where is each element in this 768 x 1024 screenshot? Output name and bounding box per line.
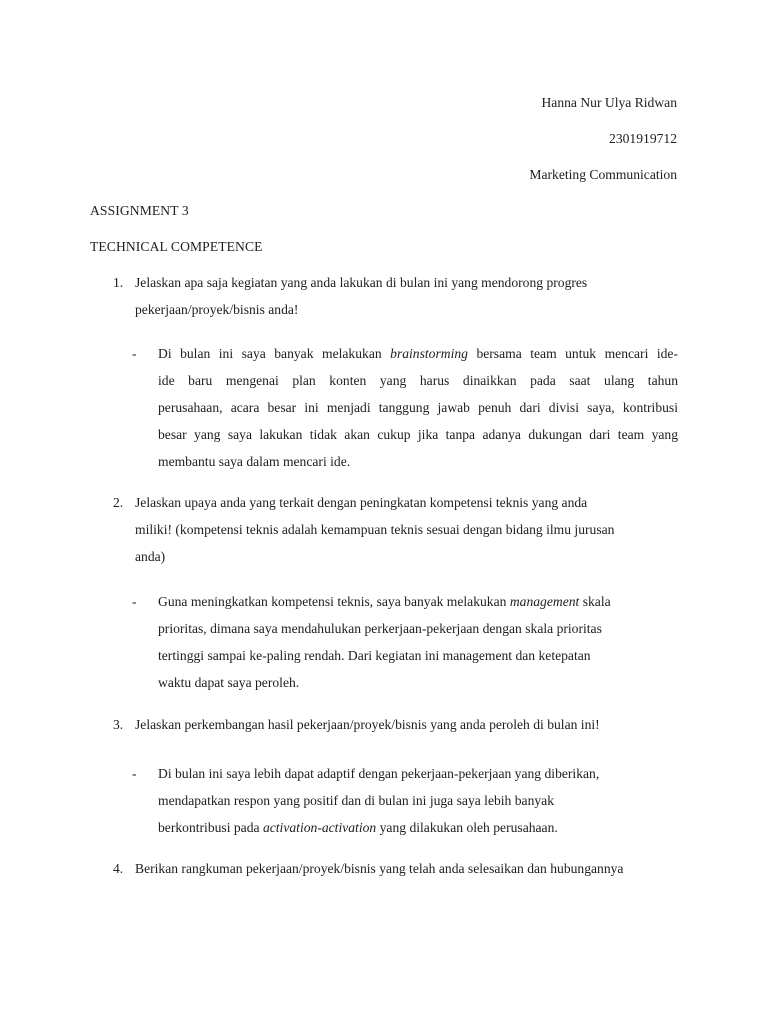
answer-text — [158, 760, 678, 841]
assignment-title: ASSIGNMENT 3 — [90, 203, 189, 218]
question-line: Jelaskan perkembangan hasil pekerjaan/proyek/bisnis yang anda peroleh di bulan ini! — [135, 717, 600, 732]
course-name: Marketing Communication — [529, 167, 677, 182]
answer-text — [158, 340, 678, 475]
question-text — [135, 489, 678, 570]
answer-line: ide baru mengenai plan konten yang harus dinaikkan pada saat ulang tahun — [158, 373, 678, 388]
answer-line-text: Guna meningkatkan kompetensi teknis, saya banyak melakukan — [158, 594, 510, 609]
student-id: 2301919712 — [609, 131, 677, 146]
answer-1 — [132, 340, 678, 475]
answer-line-text: yang dilakukan oleh perusahaan. — [376, 820, 558, 835]
question-4 — [113, 855, 678, 882]
answer-line: membantu saya dalam mencari ide. — [158, 454, 351, 469]
question-2 — [113, 489, 678, 570]
question-text — [135, 711, 678, 738]
answer-line-text: berkontribusi pada — [158, 820, 263, 835]
question-line: Jelaskan upaya anda yang terkait dengan peningkatan kompetensi teknis yang anda — [135, 495, 588, 510]
question-line: pekerjaan/proyek/bisnis anda! — [135, 302, 299, 317]
question-text — [135, 269, 678, 323]
answer-line: waktu dapat saya peroleh. — [158, 675, 300, 690]
question-3 — [113, 711, 678, 738]
question-line: anda) — [135, 549, 166, 564]
answer-line: besar yang saya lakukan tidak akan cukup jika tanpa adanya dukungan dari team yang — [158, 427, 678, 442]
answer-line-text: bersama team untuk mencari ide- — [467, 346, 678, 361]
emphasized-term: management — [509, 594, 580, 609]
question-line: Jelaskan apa saja kegiatan yang anda lakukan di bulan ini yang mendorong progres — [135, 275, 588, 290]
answer-line — [158, 814, 678, 841]
bullet-dash: - — [132, 594, 137, 609]
section-title: TECHNICAL COMPETENCE — [90, 239, 263, 254]
answer-line — [158, 340, 678, 367]
question-text — [135, 855, 678, 882]
question-number: 2. — [113, 495, 124, 510]
answer-line: perusahaan, acara besar ini menjadi tanggung jawab penuh dari divisi saya, kontribusi — [158, 400, 678, 415]
emphasized-term: brainstorming — [390, 346, 468, 361]
bullet-dash: - — [132, 766, 137, 781]
answer-line: mendapatkan respon yang positif dan di bulan ini juga saya lebih banyak — [158, 793, 555, 808]
answer-line: Di bulan ini saya lebih dapat adaptif dengan pekerjaan-pekerjaan yang diberikan, — [158, 766, 600, 781]
answer-3 — [132, 760, 678, 841]
question-number: 4. — [113, 861, 124, 876]
answer-line: tertinggi sampai ke-paling rendah. Dari kegiatan ini management dan ketepatan — [158, 648, 591, 663]
question-1 — [113, 269, 678, 323]
question-number: 3. — [113, 717, 124, 732]
answer-line-text: skala — [579, 594, 611, 609]
author-name: Hanna Nur Ulya Ridwan — [541, 95, 677, 110]
answer-line-text: Di bulan ini saya banyak melakukan — [158, 346, 391, 361]
question-number: 1. — [113, 275, 124, 290]
answer-line: prioritas, dimana saya mendahulukan perkerjaan-pekerjaan dengan skala prioritas — [158, 621, 602, 636]
question-line: Berikan rangkuman pekerjaan/proyek/bisnis yang telah anda selesaikan dan hubungannya — [135, 861, 624, 876]
answer-2 — [132, 588, 678, 696]
question-line: miliki! (kompetensi teknis adalah kemampuan teknis sesuai dengan bidang ilmu jurusan — [135, 522, 615, 537]
bullet-dash: - — [132, 346, 137, 361]
emphasized-term: activation-activation — [262, 820, 377, 835]
answer-text — [158, 588, 678, 696]
answer-line — [158, 588, 678, 615]
